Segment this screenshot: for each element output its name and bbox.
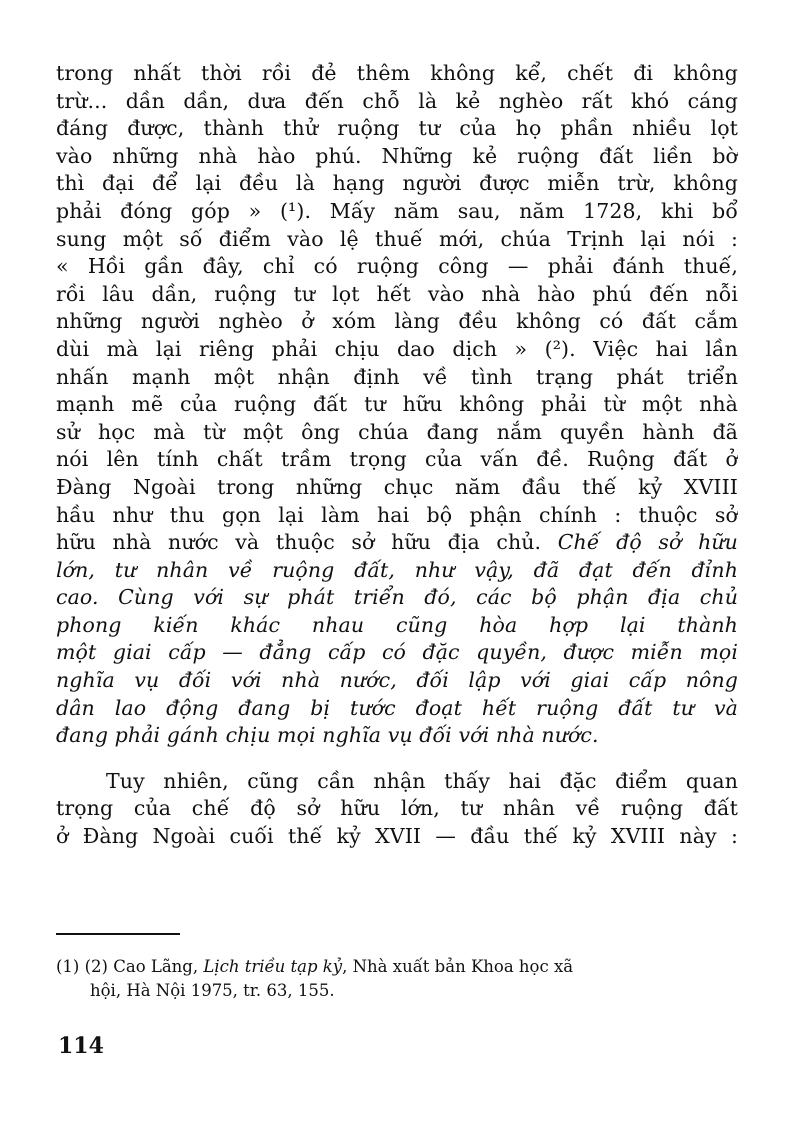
text-line: ở Đàng Ngoài cuối thế kỷ XVII — đầu thế kỷ XVIII này : xyxy=(56,824,738,849)
italic-line: một giai cấp — đẳng cấp có đặc quyền, được miễn mọi xyxy=(56,640,738,665)
italic-line: đang phải gánh chịu mọi nghĩa vụ đối với nhà nước. xyxy=(56,723,599,748)
text-line: trong nhất thời rồi đẻ thêm không kể, chết đi không xyxy=(56,61,738,85)
text-line: rồi lâu dần, ruộng tư lọt hết vào nhà hào phú đến nỗi xyxy=(56,281,738,306)
text-line: hầu như thu gọn lại làm hai bộ phận chính : thuộc sở xyxy=(56,502,738,527)
footnotes xyxy=(56,955,738,1003)
page-number: 114 xyxy=(58,1033,104,1059)
footnote-divider xyxy=(56,933,180,935)
text-line: nói lên tính chất trầm trọng của vấn đề. Ruộng đất ở xyxy=(56,447,738,472)
text-line: mạnh mẽ của ruộng đất tư hữu không phải từ một nhà xyxy=(56,392,738,417)
text-line: dùi mà lại riêng phải chịu dao dịch » (²). Việc hai lần xyxy=(56,336,738,361)
text-normal: hữu nhà nước và thuộc sở hữu địa chủ. xyxy=(56,530,558,555)
italic-line: phong kiến khác nhau cũng hòa hợp lại thành xyxy=(56,612,738,637)
page-body xyxy=(56,60,738,851)
italic-line: nghĩa vụ đối với nhà nước, đối lập với giai cấp nông xyxy=(56,668,738,693)
text-line: sung một số điểm vào lệ thuế mới, chúa Trịnh lại nói : xyxy=(56,226,738,251)
footnote-prefix: (1) (2) Cao Lãng, xyxy=(56,957,204,976)
text-line: những người nghèo ở xóm làng đều không có đất cắm xyxy=(56,309,738,334)
italic-line: dân lao động đang bị tước đoạt hết ruộng đất tư và xyxy=(56,695,738,720)
italic-line: cao. Cùng với sự phát triển đó, các bộ phận địa chủ xyxy=(56,585,738,610)
text-italic: Chế độ sở hữu xyxy=(557,530,738,555)
text-line: trọng của chế độ sở hữu lớn, tư nhân về ruộng đất xyxy=(56,796,738,821)
text-line: « Hồi gần đây, chỉ có ruộng công — phải đánh thuế, xyxy=(56,254,738,279)
footnote-title: Lịch triều tạp kỷ xyxy=(203,957,343,976)
text-line: vào những nhà hào phú. Những kẻ ruộng đất liền bờ xyxy=(56,143,738,168)
paragraph-1 xyxy=(56,60,738,750)
text-line: nhấn mạnh một nhận định về tình trạng phát triển xyxy=(56,364,738,389)
footnote-line-2: hội, Hà Nội 1975, tr. 63, 155. xyxy=(90,981,335,1000)
text-line: sử học mà từ một ông chúa đang nắm quyền hành đã xyxy=(56,419,738,444)
text-line: trừ... dần dần, dưa đến chỗ là kẻ nghèo rất khó cáng xyxy=(56,88,738,113)
footnote-rest: , Nhà xuất bản Khoa học xã xyxy=(342,957,574,976)
text-line: phải đóng góp » (¹). Mấy năm sau, năm 1728, khi bổ xyxy=(56,198,738,223)
italic-line: lớn, tư nhân về ruộng đất, như vậy, đã đạt đến đỉnh xyxy=(56,557,738,582)
text-line: đáng được, thành thử ruộng tư của họ phần nhiều lọt xyxy=(56,116,738,141)
paragraph-2 xyxy=(56,768,738,851)
text-line: Tuy nhiên, cũng cần nhận thấy hai đặc điểm quan xyxy=(106,768,738,793)
text-line-mixed xyxy=(56,529,738,557)
footnote-line xyxy=(56,955,738,979)
text-line: thì đại để lại đều là hạng người được miễn trừ, không xyxy=(56,171,738,196)
text-line: Đàng Ngoài trong những chục năm đầu thế kỷ XVIII xyxy=(56,474,738,499)
